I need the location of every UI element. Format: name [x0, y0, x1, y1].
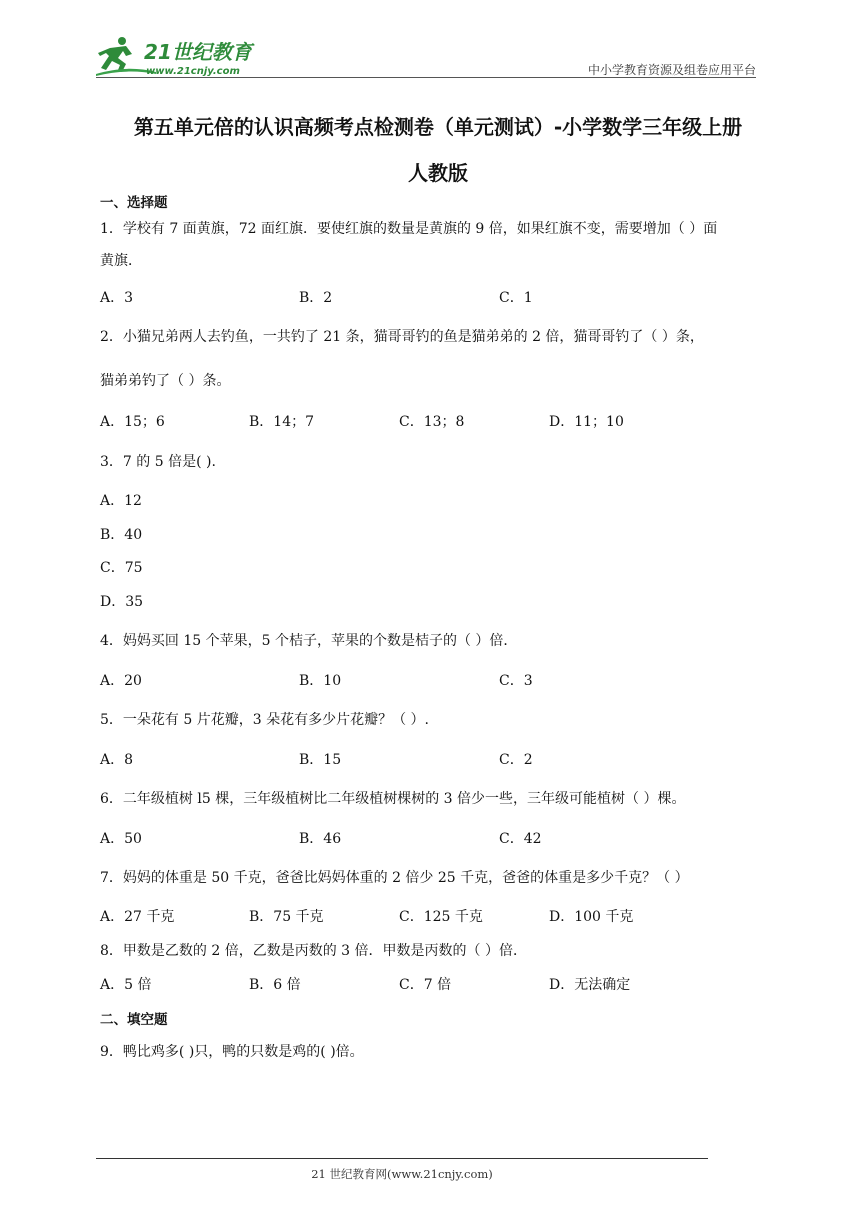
q2-option-c: C．13；8: [399, 414, 465, 430]
q5-option-a: A．8: [100, 752, 134, 768]
question-8-text: 8．甲数是乙数的 2 倍，乙数是丙数的 3 倍．甲数是丙数的（ ）倍．: [100, 943, 527, 959]
platform-name: 中小学教育资源及组卷应用平台: [587, 63, 756, 77]
q3-option-c: C．75: [100, 560, 143, 576]
q2-option-b: B．14；7: [249, 414, 315, 430]
q6-option-c: C．42: [499, 831, 542, 847]
q4-option-b: B．10: [299, 673, 342, 689]
q8-option-c: C．7 倍: [399, 977, 452, 993]
section-heading-choice: 一、选择题: [100, 195, 168, 211]
q8-option-b: B．6 倍: [249, 977, 301, 993]
question-5-text: 5．一朵花有 5 片花瓣，3 朵花有多少片花瓣？（ ）.: [100, 712, 429, 728]
title-line-1: 第五单元倍的认识高频考点检测卷（单元测试）-小学数学三年级上册: [133, 115, 743, 139]
q7-option-d: D．100 千克: [549, 909, 634, 925]
footer-text[interactable]: 21 世纪教育网(www.21cnjy.com): [311, 1167, 493, 1181]
question-1-text: 1．学校有 7 面黄旗，72 面红旗．要使红旗的数量是黄旗的 9 倍，如果红旗不变，需要增加（ ）面: [100, 221, 718, 237]
title-line-2: 人教版: [408, 161, 468, 185]
question-4-text: 4．妈妈买回 15 个苹果，5 个桔子，苹果的个数是桔子的（ ）倍．: [100, 633, 518, 649]
footer-divider: [96, 1158, 708, 1159]
q1-option-b: B．2: [299, 290, 333, 306]
logo-url: www.21cnjy.com: [146, 66, 240, 77]
q7-option-b: B．75 千克: [249, 909, 324, 925]
q1-option-c: C．1: [499, 290, 533, 306]
q3-option-b: B．40: [100, 527, 143, 543]
q2-option-a: A．15；6: [100, 414, 165, 430]
question-1-text-cont: 黄旗．: [100, 253, 142, 269]
q3-option-a: A．12: [100, 493, 142, 509]
q6-option-a: A．50: [100, 831, 142, 847]
q7-option-c: C．125 千克: [399, 909, 483, 925]
q4-option-c: C．3: [499, 673, 533, 689]
question-2-text: 2．小猫兄弟两人去钓鱼，一共钓了 21 条，猫哥哥钓的鱼是猫弟弟的 2 倍，猫哥哥钓了（ ）条，: [100, 329, 704, 345]
logo-text: 21世纪教育: [144, 40, 252, 64]
q8-option-d: D．无法确定: [549, 977, 631, 993]
question-6-text: 6．二年级植树 l5 棵，三年级植树比二年级植树棵树的 3 倍少一些，三年级可能植树（ ）棵。: [100, 791, 686, 807]
question-9-text: 9．鸭比鸡多( )只，鸭的只数是鸡的( )倍。: [100, 1044, 364, 1060]
question-3-text: 3．7 的 5 倍是( ).: [100, 454, 216, 470]
q5-option-b: B．15: [299, 752, 342, 768]
q3-option-d: D．35: [100, 594, 144, 610]
page-title: [96, 104, 780, 196]
header-divider: [96, 77, 756, 78]
q8-option-a: A．5 倍: [100, 977, 152, 993]
site-logo: [96, 34, 266, 80]
q6-option-b: B．46: [299, 831, 342, 847]
section-heading-fill: 二、填空题: [100, 1012, 168, 1028]
q5-option-c: C．2: [499, 752, 533, 768]
question-7-text: 7．妈妈的体重是 50 千克，爸爸比妈妈体重的 2 倍少 25 千克，爸爸的体重是多少千克？（ ）: [100, 870, 689, 886]
q1-option-a: A．3: [100, 290, 134, 306]
q4-option-a: A．20: [100, 673, 142, 689]
question-2-text-cont: 猫弟弟钓了（ ）条。: [100, 373, 231, 389]
q7-option-a: A．27 千克: [100, 909, 175, 925]
q2-option-d: D．11；10: [549, 414, 624, 430]
